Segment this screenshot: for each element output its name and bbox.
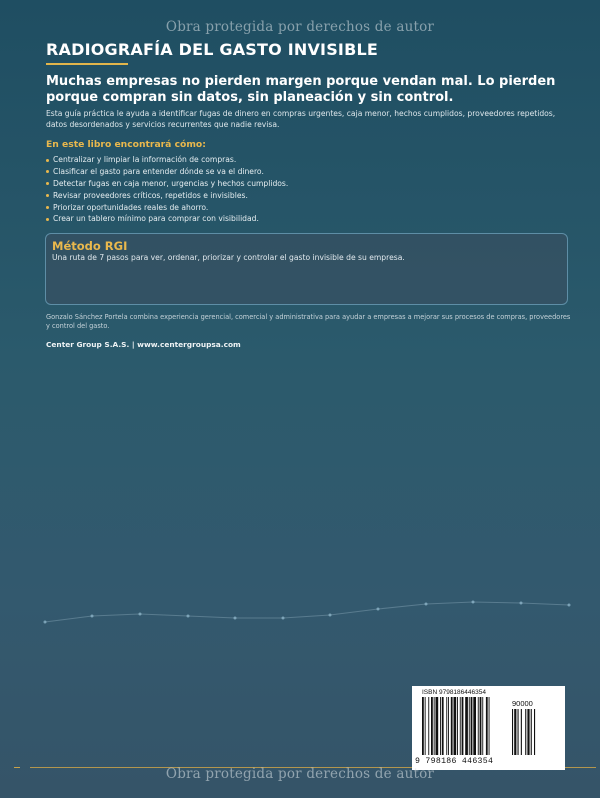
bullet-dot-icon <box>46 159 49 162</box>
bullet-dot-icon <box>46 194 49 197</box>
isbn-barcode <box>412 686 565 770</box>
list-item <box>46 178 288 190</box>
list-item <box>46 154 288 166</box>
bullet-dot-icon <box>46 182 49 185</box>
bullet-dot-icon <box>46 218 49 221</box>
intro-paragraph: Esta guía práctica le ayuda a identificar fugas de dinero en compras urgentes, caja menor, hechos cumplidos, proveedores repetidos, datos desordenados y servicios recurrentes que nadie revisa. <box>46 109 556 129</box>
bullet-dot-icon <box>46 206 49 209</box>
lead-statement: Muchas empresas no pierden margen porque vendan mal. Lo pierden porque compran sin datos, sin planeación y sin control. <box>46 74 556 105</box>
list-item <box>46 190 288 202</box>
title-underline <box>46 63 128 65</box>
section-heading: En este libro encontrará cómo: <box>46 139 206 150</box>
list-item-text: Crear un tablero mínimo para comprar con visibilidad. <box>53 214 259 224</box>
decorative-dotted-line <box>0 590 600 630</box>
method-callout-box <box>45 233 568 305</box>
list-item-text: Centralizar y limpiar la información de compras. <box>53 155 237 164</box>
bullet-dot-icon <box>46 170 49 173</box>
author-bio: Gonzalo Sánchez Portela combina experiencia gerencial, comercial y administrativa para ayudar a empresas a mejorar sus procesos de compras, proveedores y control del gasto. <box>46 313 571 331</box>
book-title: RADIOGRAFÍA DEL GASTO INVISIBLE <box>46 40 378 59</box>
list-item-text: Priorizar oportunidades reales de ahorro. <box>53 202 209 212</box>
method-title: Método RGI <box>52 239 128 253</box>
list-item <box>46 202 288 214</box>
price-code: 90000 <box>512 699 533 708</box>
list-item <box>46 166 288 178</box>
copyright-watermark-bottom: Obra protegida por derechos de autor <box>165 766 435 782</box>
isbn-label: ISBN 9798186446354 <box>422 689 486 696</box>
list-item-text: Revisar proveedores críticos, repetidos e invisibles. <box>53 190 248 200</box>
list-item <box>46 213 288 225</box>
list-item-text: Detectar fugas en caja menor, urgencias y hechos cumplidos. <box>53 178 289 188</box>
isbn-digits: 9 798186 446354 <box>415 757 494 766</box>
list-item-text: Clasificar el gasto para entender dónde se va el dinero. <box>53 166 264 176</box>
copyright-watermark-top: Obra protegida por derechos de autor <box>165 19 435 35</box>
benefits-list <box>46 154 288 225</box>
publisher-line: Center Group S.A.S. | www.centergroupsa.com <box>46 340 241 349</box>
method-description: Una ruta de 7 pasos para ver, ordenar, priorizar y controlar el gasto invisible de su empresa. <box>52 253 405 262</box>
